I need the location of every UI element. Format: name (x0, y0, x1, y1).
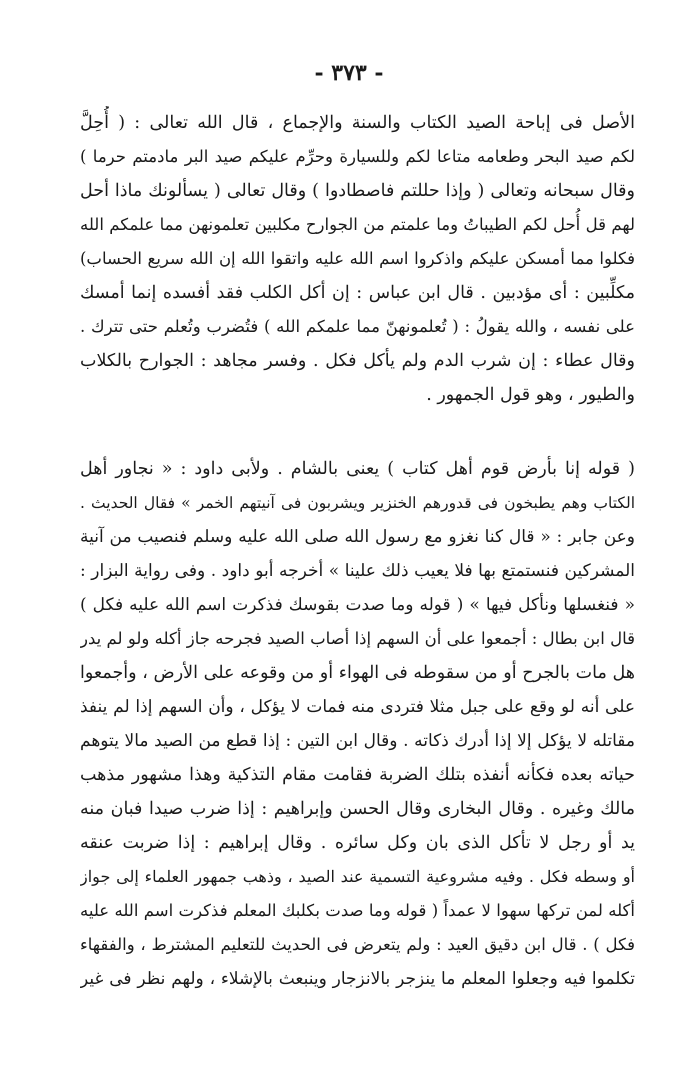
text-line: تكلموا فيه وجعلوا المعلم ما ينزجر بالانزجار وينبعث بالإشلاء ، ولهم نظر فى غير (80, 969, 635, 989)
text-line: أو وسطه فكل . وفيه مشروعية التسمية عند الصيد ، وذهب جمهور العلماء إلى جواز (80, 867, 635, 886)
text-line: الأصل فى إباحة الصيد الكتاب والسنة والإجماع ، قال الله تعالى : ( أُحِلَّ (80, 113, 635, 133)
text-line: على أنه لو وقع على جبل مثلا فتردى منه فمات لا يؤكل ، وأن السهم إذا لم ينفذ (80, 697, 635, 717)
text-line: فكلوا مما أمسكن عليكم واذكروا اسم الله عليه واتقوا الله إن الله سريع الحساب) (80, 249, 635, 268)
text-line: مكلِّبين : أى مؤدبين . قال ابن عباس : إن أكل الكلب فقد أفسده إنما أمسك (80, 283, 635, 303)
text-line: لهم قل أُحل لكم الطيباتُ وما علمتم من الجوارح مكلبين تعلمونهن مما علمكم الله (80, 215, 635, 234)
text-line: حياته بعده فكأنه أنفذه بتلك الضربة فقامت مقام التذكية وهذا مشهور مذهب (80, 765, 635, 785)
text-line: مالك وغيره . وقال البخارى وقال الحسن وإبراهيم : إذا ضرب صيدا فبان منه (80, 799, 635, 819)
text-line: والطيور ، وهو قول الجمهور . (426, 385, 635, 405)
text-line: قال ابن بطال : أجمعوا على أن السهم إذا أصاب الصيد فجرحه جاز أكله ولو لم يدر (80, 629, 635, 648)
text-line: « فنغسلها ونأكل فيها » ( قوله وما صدت بقوسك فذكرت اسم الله عليه فكل ) (80, 595, 635, 615)
text-line: على نفسه ، والله يقولُ : ( تُعلمونهنّ مما علمكم الله ) فتُضرب وتُعلم حتى تترك . (80, 317, 635, 336)
text-line: فكل ) . قال ابن دقيق العيد : ولم يتعرض فى الحديث للتعليم المشترط ، والفقهاء (80, 935, 635, 954)
text-line: وقال عطاء : إن شرب الدم ولم يأكل فكل . وفسر مجاهد : الجوارح بالكلاب (80, 351, 635, 371)
page-number: - ٣٧٣ - (314, 60, 384, 86)
text-line: أكله لمن تركها سهوا لا عمداً ( قوله وما صدت بكلبك المعلم فذكرت اسم الله عليه (80, 901, 635, 920)
text-line: الكتاب وهم يطبخون فى قدورهم الخنزير ويشربون فى آنيتهم الخمر » فقال الحديث . (80, 494, 635, 512)
text-line: ( قوله إنا بأرض قوم أهل كتاب ) يعنى بالشام . ولأبى داود : « نجاور أهل (80, 459, 635, 479)
text-line: المشركين فنستمتع بها فلا يعيب ذلك علينا » أخرجه أبو داود . وفى رواية البزار : (80, 561, 635, 581)
text-line: وقال سبحانه وتعالى ( وإذا حللتم فاصطادوا ) وقال تعالى ( يسألونك ماذا أحل (80, 181, 635, 201)
text-line: هل مات بالجرح أو من سقوطه فى الهواء أو من وقوعه على الأرض ، وأجمعوا (80, 663, 635, 683)
text-line: لكم صيد البحر وطعامه متاعا لكم وللسيارة وحرِّم عليكم صيد البر مادمتم حرما ) (80, 147, 635, 166)
paragraph-hunting-legality (80, 106, 635, 412)
text-line: وعن جابر : « قال كنا نغزو مع رسول الله صلى الله عليه وسلم فنصيب من آنية (80, 527, 635, 547)
text-line: مقاتله لا يؤكل إلا إذا أدرك ذكاته . وقال ابن التين : إذا قطع من الصيد مالا يتوهم (80, 731, 635, 751)
text-line: يد أو رجل لا تأكل الذى بان وكل سائره . وقال إبراهيم : إذا ضربت عنقه (80, 833, 635, 853)
paragraph-commentary (80, 452, 635, 996)
